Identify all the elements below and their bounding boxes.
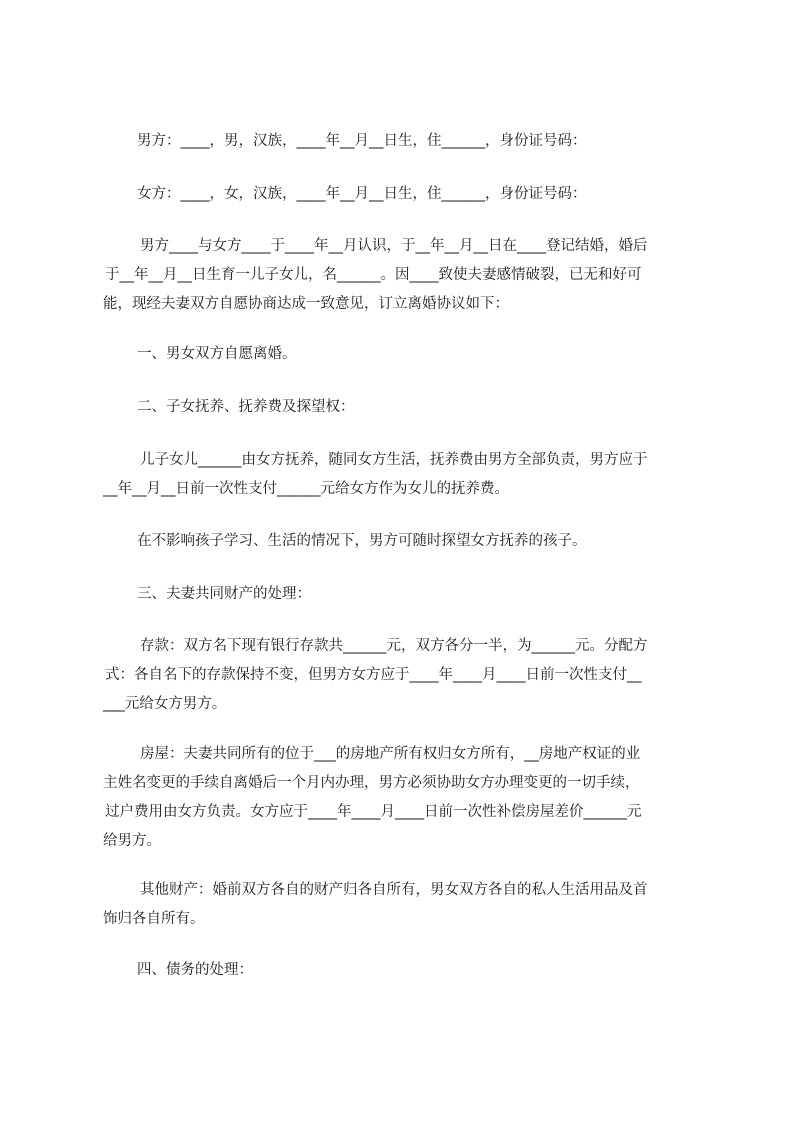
male-party-paragraph bbox=[103, 127, 703, 156]
visitation-paragraph bbox=[103, 527, 703, 556]
paragraph-line: 式：各自名下的存款保持不变，但男方女方应于____年____月____日前一次性支付__ bbox=[105, 667, 642, 683]
paragraph-line: 二、子女抚养、抚养费及探望权： bbox=[137, 399, 355, 415]
paragraph-line: 存款：双方名下现有银行存款共______元，双方各分一半，为______元。分配方 bbox=[140, 638, 648, 654]
section-3-heading bbox=[103, 580, 703, 609]
intro-paragraph bbox=[103, 232, 703, 319]
female-party-paragraph bbox=[103, 180, 703, 209]
other-property-paragraph bbox=[103, 876, 703, 934]
paragraph-line: 三、夫妻共同财产的处理： bbox=[137, 586, 311, 602]
section-1-heading bbox=[103, 340, 703, 369]
paragraph-line: 其他财产：婚前双方各自的财产归各自所有，男女双方各自的私人生活用品及首 bbox=[140, 882, 648, 898]
deposits-paragraph bbox=[103, 632, 703, 719]
house-paragraph bbox=[103, 740, 703, 856]
child-support-paragraph bbox=[103, 446, 703, 504]
section-4-heading bbox=[103, 956, 703, 985]
paragraph-line: ___元给女方男方。 bbox=[103, 696, 227, 712]
paragraph-line: 主姓名变更的手续自离婚后一个月内办理，男方必须协助女方办理变更的一切手续， bbox=[103, 775, 640, 791]
paragraph-line: 给男方。 bbox=[103, 833, 161, 849]
paragraph-line: 能，现经夫妻双方自愿协商达成一致意见，订立离婚协议如下： bbox=[103, 296, 509, 312]
paragraph-line: 男方：____，男，汉族，____年__月__日生，住______，身份证号码： bbox=[137, 133, 587, 149]
paragraph-line: 女方：____，女，汉族，____年__月__日生，住______，身份证号码： bbox=[137, 186, 587, 202]
paragraph-line: 房屋：夫妻共同所有的位于___的房地产所有权归女方所有，__房地产权证的业 bbox=[140, 746, 641, 762]
paragraph-line: 饰归各自所有。 bbox=[103, 911, 205, 927]
paragraph-line: 于__年__月__日生育一儿子女儿，名______。因____致使夫妻感情破裂，已无和好可 bbox=[105, 267, 642, 283]
paragraph-line: 四、债务的处理： bbox=[137, 962, 253, 978]
paragraph-line: 儿子女儿______由女方抚养，随同女方生活，抚养费由男方全部负责，男方应于 bbox=[140, 452, 648, 468]
section-2-heading bbox=[103, 393, 703, 422]
paragraph-line: 在不影响孩子学习、生活的情况下，男方可随时探望女方抚养的孩子。 bbox=[137, 533, 587, 549]
paragraph-line: __年__月__日前一次性支付______元给女方作为女儿的抚养费。 bbox=[103, 481, 509, 497]
paragraph-line: 男方____与女方____于____年__月认识，于__年__月__日在____登记结婚，婚后 bbox=[140, 238, 648, 254]
paragraph-line: 一、男女双方自愿离婚。 bbox=[137, 346, 297, 362]
paragraph-line: 过户费用由女方负责。女方应于____年____月____日前一次性补偿房屋差价______元 bbox=[105, 804, 642, 820]
